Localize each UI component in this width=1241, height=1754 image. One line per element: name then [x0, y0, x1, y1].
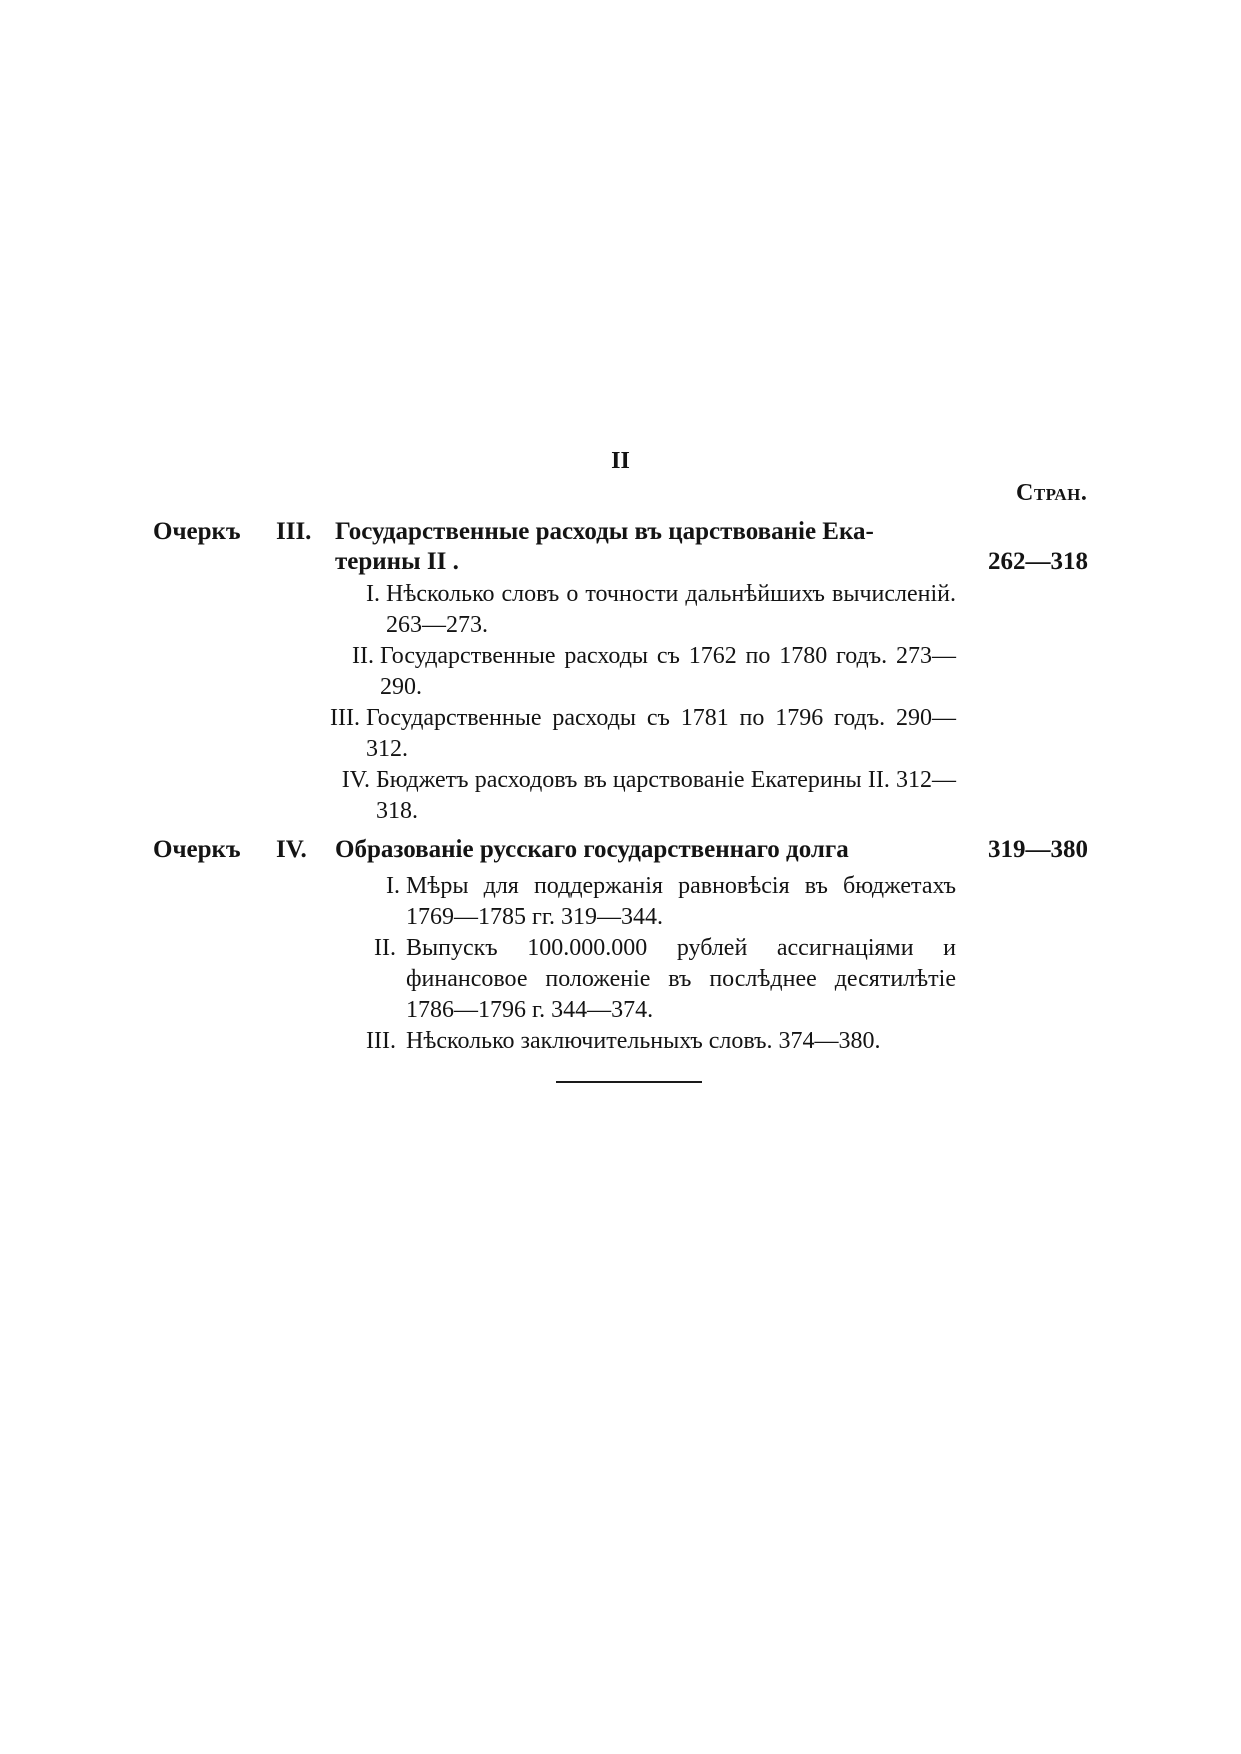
section-entry: Мѣры для поддержанія равновѣсія въ бюджетахъ 1769—1785 гг. 319—344. [406, 873, 956, 930]
section-entry: Нѣсколько заключительныхъ словъ. 374—380. [406, 1028, 881, 1054]
section-entry: Государственные расходы съ 1762 по 1780 годъ. 273—290. [380, 643, 956, 700]
essay-numeral: III. [276, 518, 312, 545]
essay-page-range: 319—380 [988, 836, 1088, 863]
essay-title: Образованіе русскаго государственнаго долга [335, 836, 849, 863]
closing-rule [556, 1081, 702, 1083]
section-numeral: III. [366, 1028, 396, 1054]
section-entry: Бюджетъ расходовъ въ царствованіе Екатерины II. 312—318. [376, 767, 956, 824]
essay-label: Очеркъ [153, 836, 241, 863]
section-numeral: I. [386, 873, 400, 899]
section-numeral: III. [330, 705, 360, 731]
essay-label: Очеркъ [153, 518, 241, 545]
essay-title: Государственные расходы въ царствованіе Ека- [335, 518, 874, 545]
pages-column-header: Стран. [1016, 480, 1088, 506]
essay-page-range: 262—318 [988, 548, 1088, 575]
section-entry: Государственные расходы съ 1781 по 1796 годъ. 290—312. [366, 705, 956, 762]
essay-title-continuation: терины II . [335, 548, 459, 575]
section-numeral: I. [366, 581, 380, 607]
section-entry: Нѣсколько словъ о точности дальнѣйшихъ вычисленій. 263—273. [386, 581, 956, 638]
section-numeral: II. [352, 643, 374, 669]
essay-numeral: IV. [276, 836, 307, 863]
page-number: II [611, 448, 630, 474]
section-numeral: IV. [341, 767, 370, 793]
section-entry: Выпускъ 100.000.000 рублей ассигнаціями и финансовое положеніе въ послѣднее десятилѣтіе 1786—1796 г. 344—374. [406, 935, 956, 1023]
section-numeral: II. [374, 935, 396, 961]
